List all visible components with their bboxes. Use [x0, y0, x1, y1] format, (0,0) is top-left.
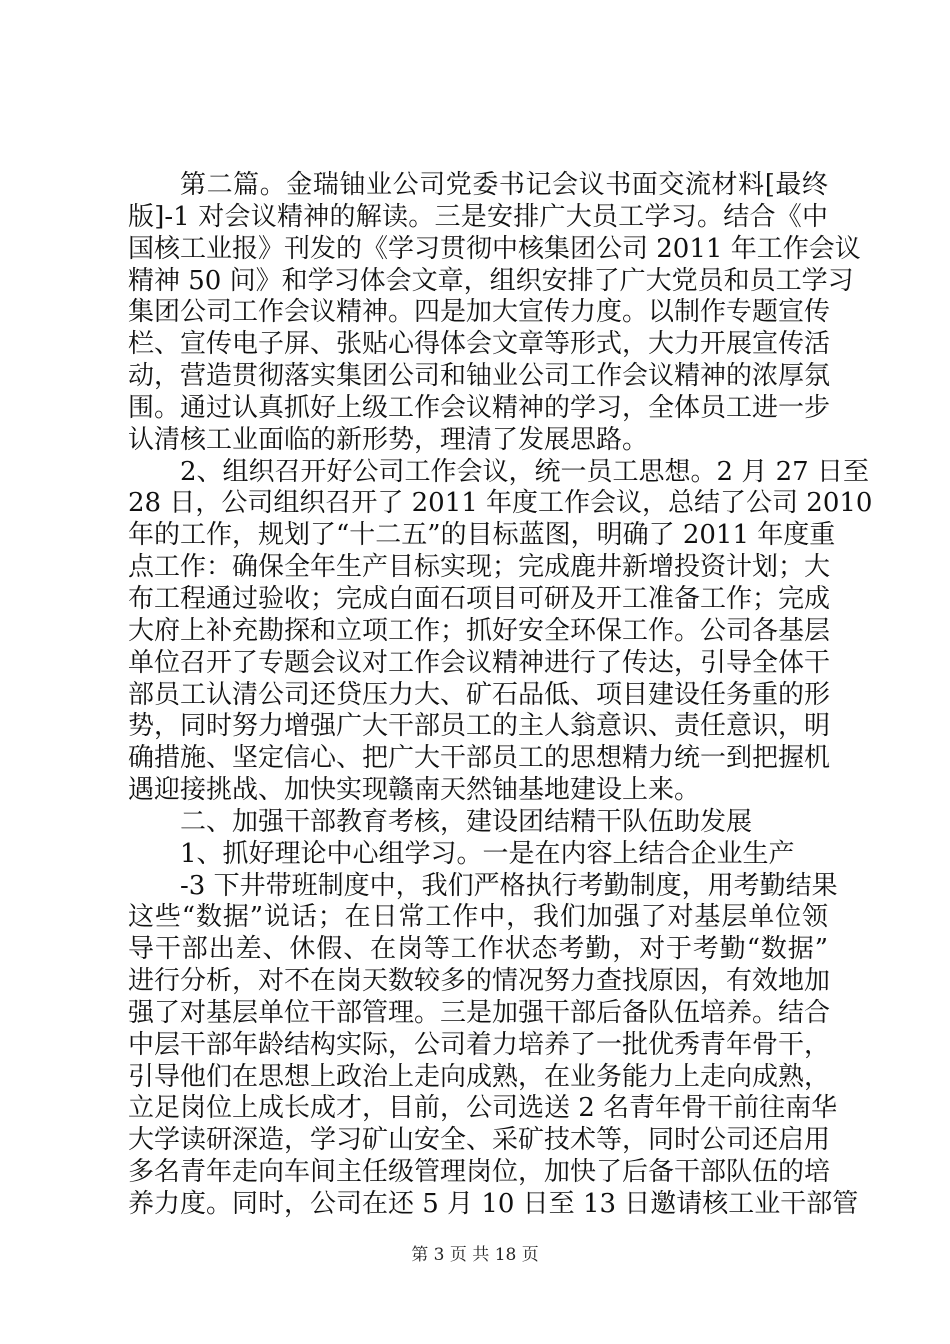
text-line: 28 日，公司组织召开了 2011 年度工作会议，总结了公司 2010 [128, 488, 873, 519]
text-line: 养力度。同时，公司在还 5 月 10 日至 13 日邀请核工业干部管 [128, 1189, 859, 1219]
text-line: 确措施、坚定信心、把广大干部员工的思想精力统一到把握机 [128, 743, 831, 774]
text-line: 动，营造贯彻落实集团公司和铀业公司工作会议精神的浓厚氛 [128, 361, 831, 392]
text-line: 围。通过认真抓好上级工作会议精神的学习，全体员工进一步 [128, 392, 831, 423]
text-line: 年的工作，规划了“十二五”的目标蓝图，明确了 2011 年度重 [128, 520, 836, 551]
text-line: 导干部出差、休假、在岗等工作状态考勤，对于考勤“数据” [128, 934, 828, 965]
text-line: 布工程通过验收；完成白面石项目可研及开工准备工作；完成 [128, 583, 831, 614]
text-line: 1、抓好理论中心组学习。一是在内容上结合企业生产 [180, 838, 795, 869]
text-line: 集团公司工作会议精神。四是加大宣传力度。以制作专题宣传 [128, 297, 831, 328]
text-line: 部员工认清公司还贷压力大、矿石品低、项目建设任务重的形 [128, 679, 831, 710]
text-line: 大学读研深造，学习矿山安全、采矿技术等，同时公司还启用 [128, 1125, 831, 1156]
text-line: 进行分析，对不在岗天数较多的情况努力查找原因，有效地加 [128, 966, 831, 997]
text-line: 精神 50 问》和学习体会文章，组织安排了广大党员和员工学习 [128, 265, 854, 296]
text-line: 引导他们在思想上政治上走向成熟，在业务能力上走向成熟， [128, 1061, 831, 1092]
text-line: 大府上补充勘探和立项工作；抓好安全环保工作。公司各基层 [128, 615, 831, 646]
text-line: 遇迎接挑战、加快实现赣南天然铀基地建设上来。 [128, 775, 701, 806]
text-line: 栏、宣传电子屏、张贴心得体会文章等形式，大力开展宣传活 [128, 329, 831, 360]
document-body [128, 170, 873, 1221]
page-number-footer: 第 3 页 共 18 页 [411, 1245, 539, 1265]
text-line: 势，同时努力增强广大干部员工的主人翁意识、责任意识，明 [128, 711, 831, 742]
text-line: 立足岗位上成长成才，目前，公司选送 2 名青年骨干前往南华 [128, 1093, 838, 1124]
text-line: 单位召开了专题会议对工作会议精神进行了传达，引导全体干 [128, 647, 831, 678]
text-line: 版]-1 对会议精神的解读。三是安排广大员工学习。结合《中 [128, 201, 828, 232]
text-line: 二、加强干部教育考核，建设团结精干队伍助发展 [180, 806, 753, 837]
text-line: 国核工业报》刊发的《学习贯彻中核集团公司 2011 年工作会议 [128, 233, 861, 264]
text-line: 2、组织召开好公司工作会议，统一员工思想。2 月 27 日至 [180, 456, 869, 487]
text-line: 强了对基层单位干部管理。三是加强干部后备队伍培养。结合 [128, 997, 831, 1028]
text-line: 点工作：确保全年生产目标实现；完成鹿井新增投资计划；大 [128, 552, 831, 583]
text-line: 第二篇。金瑞铀业公司党委书记会议书面交流材料[最终 [180, 170, 828, 200]
text-line: 这些“数据”说话；在日常工作中，我们加强了对基层单位领 [128, 902, 828, 933]
text-line: 中层干部年龄结构实际，公司着力培养了一批优秀青年骨干， [128, 1029, 831, 1060]
text-line: 多名青年走向车间主任级管理岗位，加快了后备干部队伍的培 [128, 1157, 831, 1188]
text-line: 认清核工业面临的新形势，理清了发展思路。 [128, 424, 649, 455]
text-line: -3 下井带班制度中，我们严格执行考勤制度，用考勤结果 [180, 870, 838, 901]
